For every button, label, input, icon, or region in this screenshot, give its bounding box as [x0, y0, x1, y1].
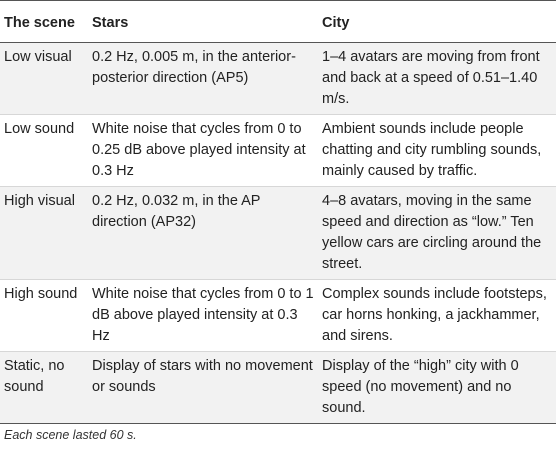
- cell-city: Ambient sounds include people chatting and city rumbling sounds, mainly caused by traffic.: [318, 115, 556, 187]
- cell-stars: 0.2 Hz, 0.032 m, in the AP direction (AP32): [88, 187, 318, 280]
- header-scene: The scene: [0, 1, 88, 43]
- table-row: [0, 115, 556, 187]
- cell-scene: High sound: [0, 280, 88, 352]
- table-row: [0, 187, 556, 280]
- header-city: City: [318, 1, 556, 43]
- cell-stars: White noise that cycles from 0 to 0.25 dB above played intensity at 0.3 Hz: [88, 115, 318, 187]
- cell-city: Display of the “high” city with 0 speed (no movement) and no sound.: [318, 352, 556, 424]
- table-footnote: Each scene lasted 60 s.: [4, 428, 137, 442]
- cell-scene: Static, no sound: [0, 352, 88, 424]
- cell-stars: White noise that cycles from 0 to 1 dB above played intensity at 0.3 Hz: [88, 280, 318, 352]
- cell-scene: Low sound: [0, 115, 88, 187]
- cell-city: 1–4 avatars are moving from front and back at a speed of 0.51–1.40 m/s.: [318, 43, 556, 115]
- cell-stars: 0.2 Hz, 0.005 m, in the anterior-posterior direction (AP5): [88, 43, 318, 115]
- table-row: [0, 352, 556, 424]
- cell-city: 4–8 avatars, moving in the same speed and direction as “low.” Ten yellow cars are circling around the street.: [318, 187, 556, 280]
- cell-scene: High visual: [0, 187, 88, 280]
- header-row: [0, 1, 556, 43]
- cell-city: Complex sounds include footsteps, car horns honking, a jackhammer, and sirens.: [318, 280, 556, 352]
- cell-stars: Display of stars with no movement or sounds: [88, 352, 318, 424]
- header-stars: Stars: [88, 1, 318, 43]
- table-row: [0, 280, 556, 352]
- table-row: [0, 43, 556, 115]
- cell-scene: Low visual: [0, 43, 88, 115]
